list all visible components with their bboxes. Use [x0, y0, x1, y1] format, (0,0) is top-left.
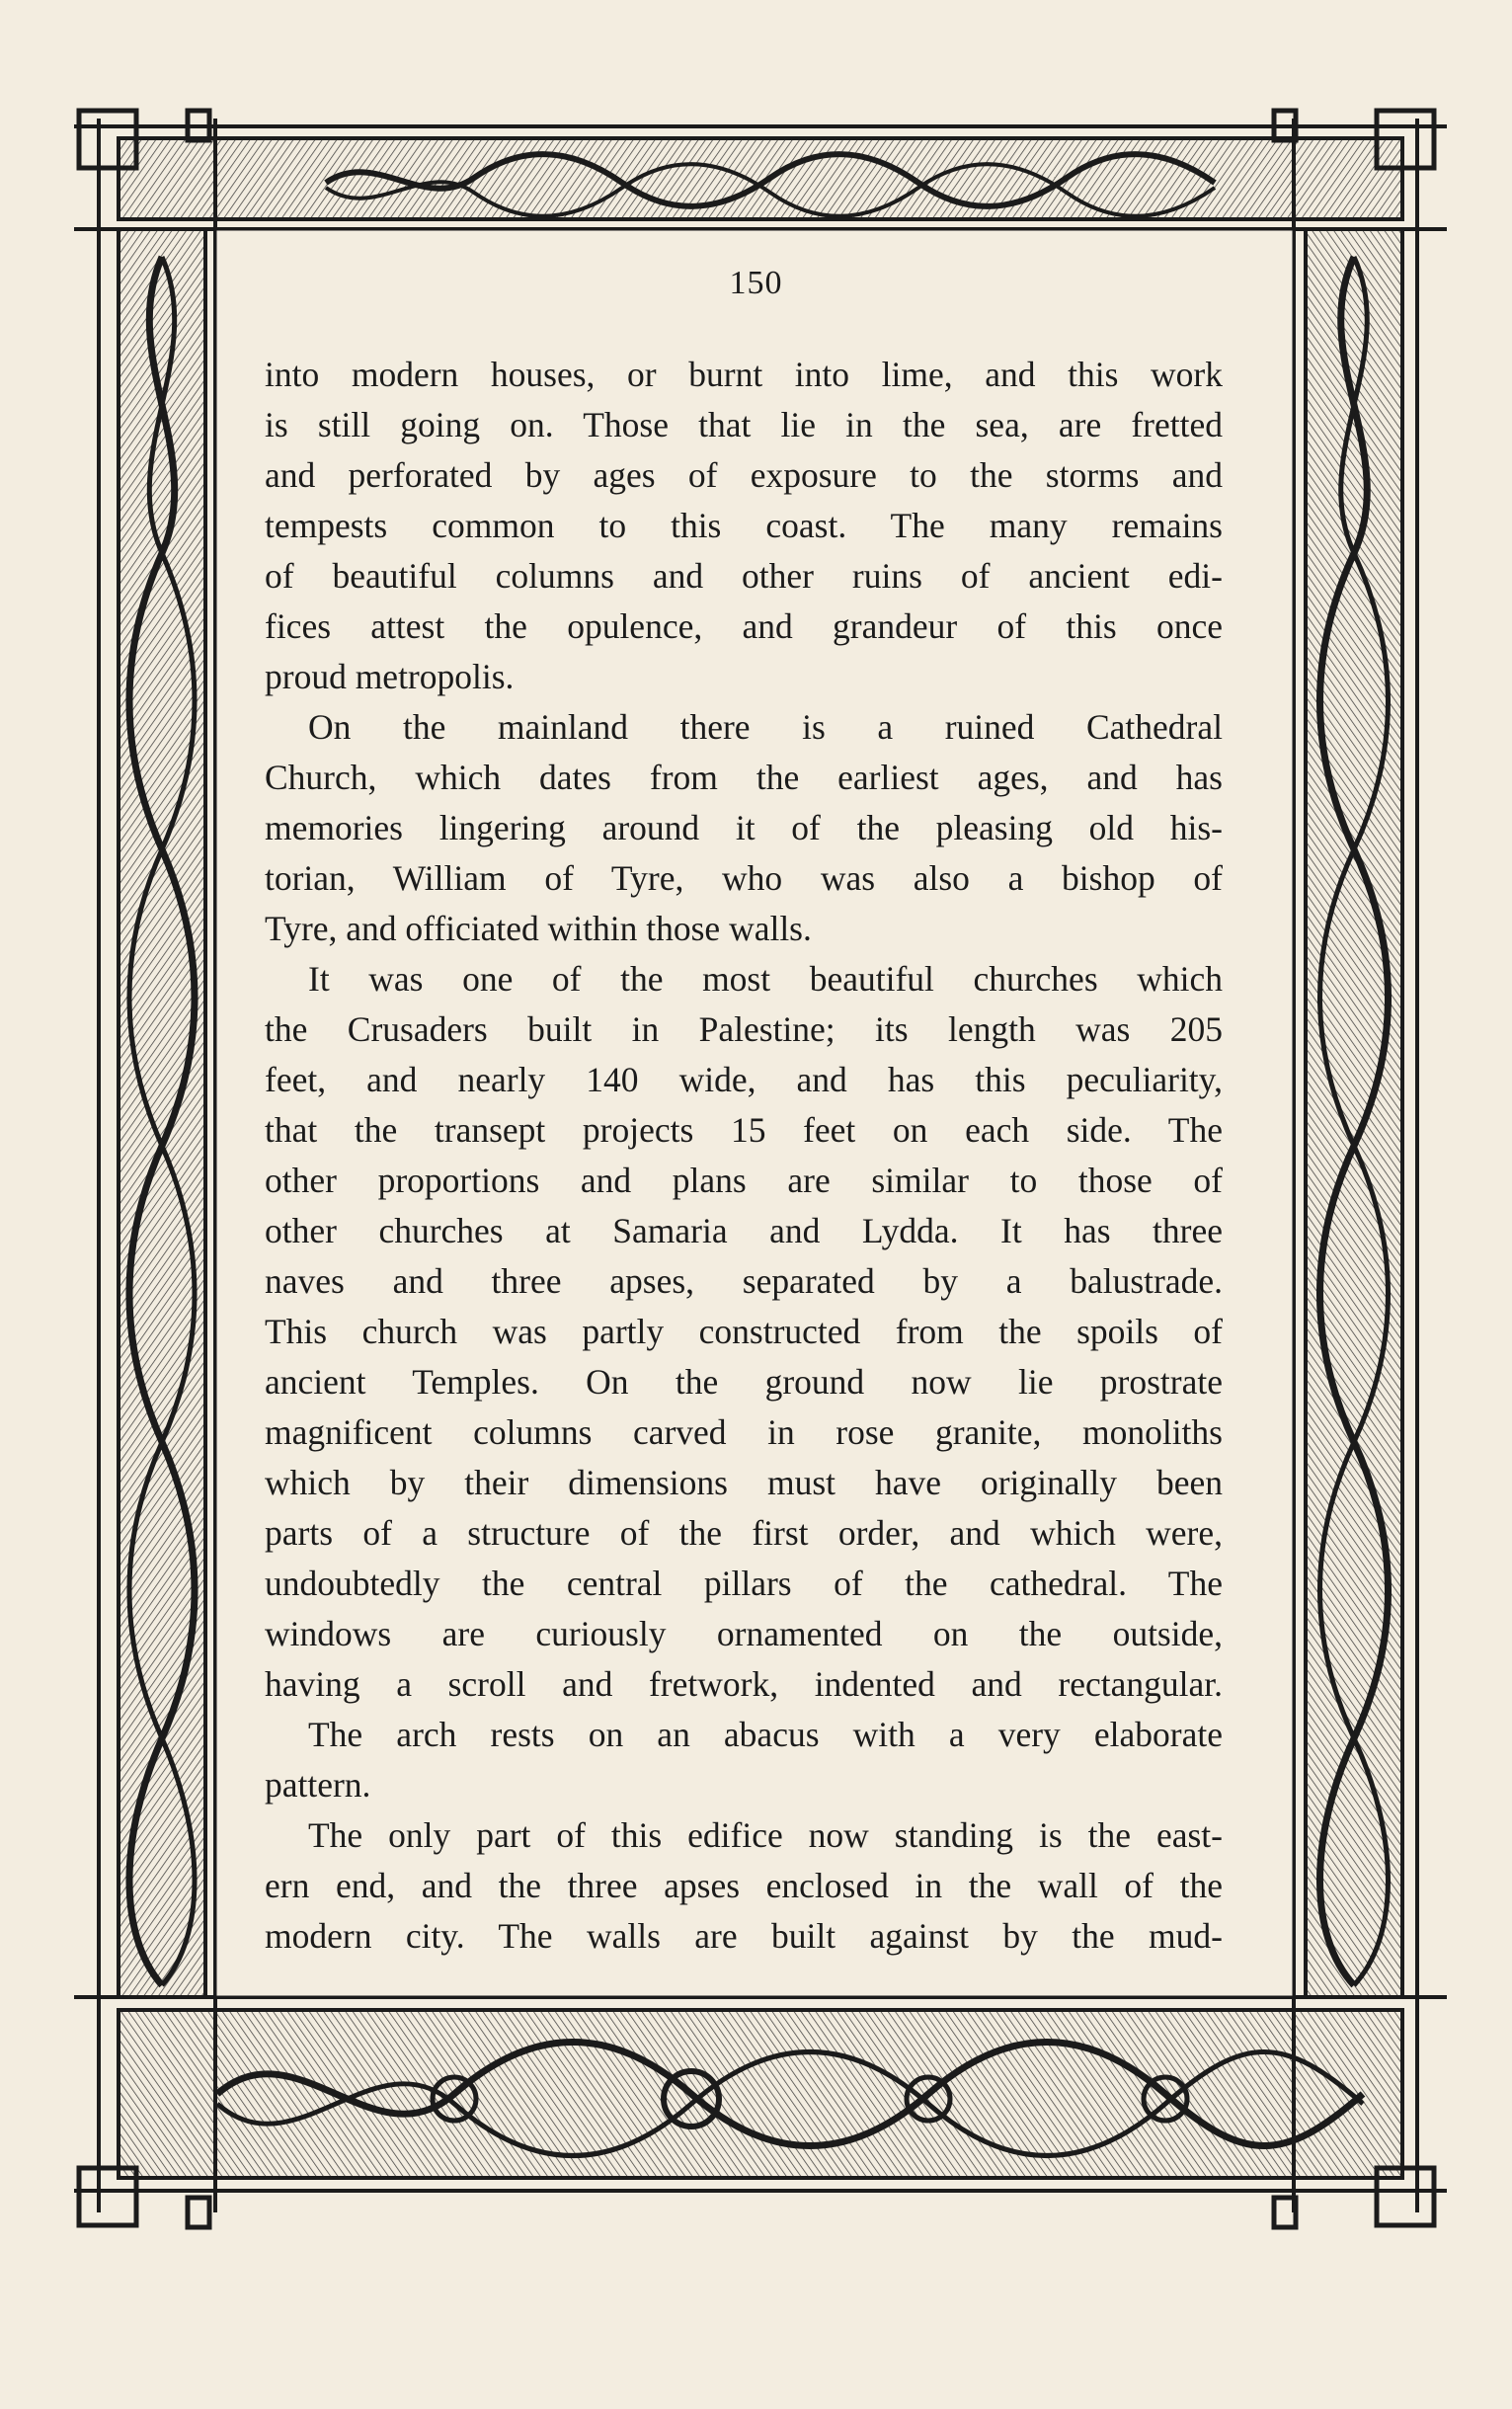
text-line: parts of a structure of the first order, and which were,: [265, 1513, 1223, 1553]
text-line: tempests common to this coast. The many remains: [265, 506, 1223, 545]
bottom-border-band: [74, 1997, 1447, 2191]
text-line: pattern.: [265, 1765, 371, 1805]
text-line: Tyre, and officiated within those walls.: [265, 909, 812, 948]
text-line: and perforated by ages of exposure to the storms and: [265, 455, 1223, 495]
text-line: into modern houses, or burnt into lime, and this work: [265, 355, 1223, 394]
text-line: The arch rests on an abacus with a very elaborate: [308, 1715, 1223, 1754]
text-line: ern end, and the three apses enclosed in the wall of the: [265, 1866, 1223, 1905]
text-line: having a scroll and fretwork, indented and rectangular.: [265, 1664, 1223, 1704]
text-line: This church was partly constructed from the spoils of: [265, 1312, 1223, 1351]
text-line: On the mainland there is a ruined Cathedral: [308, 707, 1223, 747]
text-line: undoubtedly the central pillars of the cathedral. The: [265, 1564, 1223, 1603]
right-border-column: [1294, 119, 1417, 2212]
text-line: other proportions and plans are similar to those of: [265, 1161, 1223, 1200]
text-line: torian, William of Tyre, who was also a bishop of: [265, 858, 1223, 898]
page-number: 150: [729, 265, 783, 301]
text-line: memories lingering around it of the pleasing old his-: [265, 808, 1223, 847]
body-text: [265, 350, 1223, 1962]
top-border-band: [74, 126, 1447, 229]
text-line: the Crusaders built in Palestine; its length was 205: [265, 1009, 1223, 1049]
text-line: that the transept projects 15 feet on each side. The: [265, 1110, 1223, 1150]
text-line: windows are curiously ornamented on the outside,: [265, 1614, 1223, 1653]
text-line: Church, which dates from the earliest ages, and has: [265, 758, 1223, 797]
text-line: fices attest the opulence, and grandeur of this once: [265, 606, 1223, 646]
text-line: of beautiful columns and other ruins of ancient edi-: [265, 556, 1223, 596]
text-line: which by their dimensions must have originally been: [265, 1463, 1223, 1502]
text-line: is still going on. Those that lie in the sea, are fretted: [265, 405, 1223, 444]
text-line: naves and three apses, separated by a balustrade.: [265, 1261, 1223, 1301]
text-line: modern city. The walls are built against by the mud-: [265, 1916, 1223, 1956]
text-line: ancient Temples. On the ground now lie prostrate: [265, 1362, 1223, 1402]
text-line: The only part of this edifice now standing is the east-: [308, 1815, 1223, 1855]
text-line: proud metropolis.: [265, 657, 515, 696]
left-border-column: [99, 119, 215, 2212]
text-line: feet, and nearly 140 wide, and has this peculiarity,: [265, 1060, 1223, 1099]
text-line: magnificent columns carved in rose granite, monoliths: [265, 1412, 1223, 1452]
text-line: It was one of the most beautiful churches which: [308, 959, 1223, 999]
text-line: other churches at Samaria and Lydda. It has three: [265, 1211, 1223, 1250]
